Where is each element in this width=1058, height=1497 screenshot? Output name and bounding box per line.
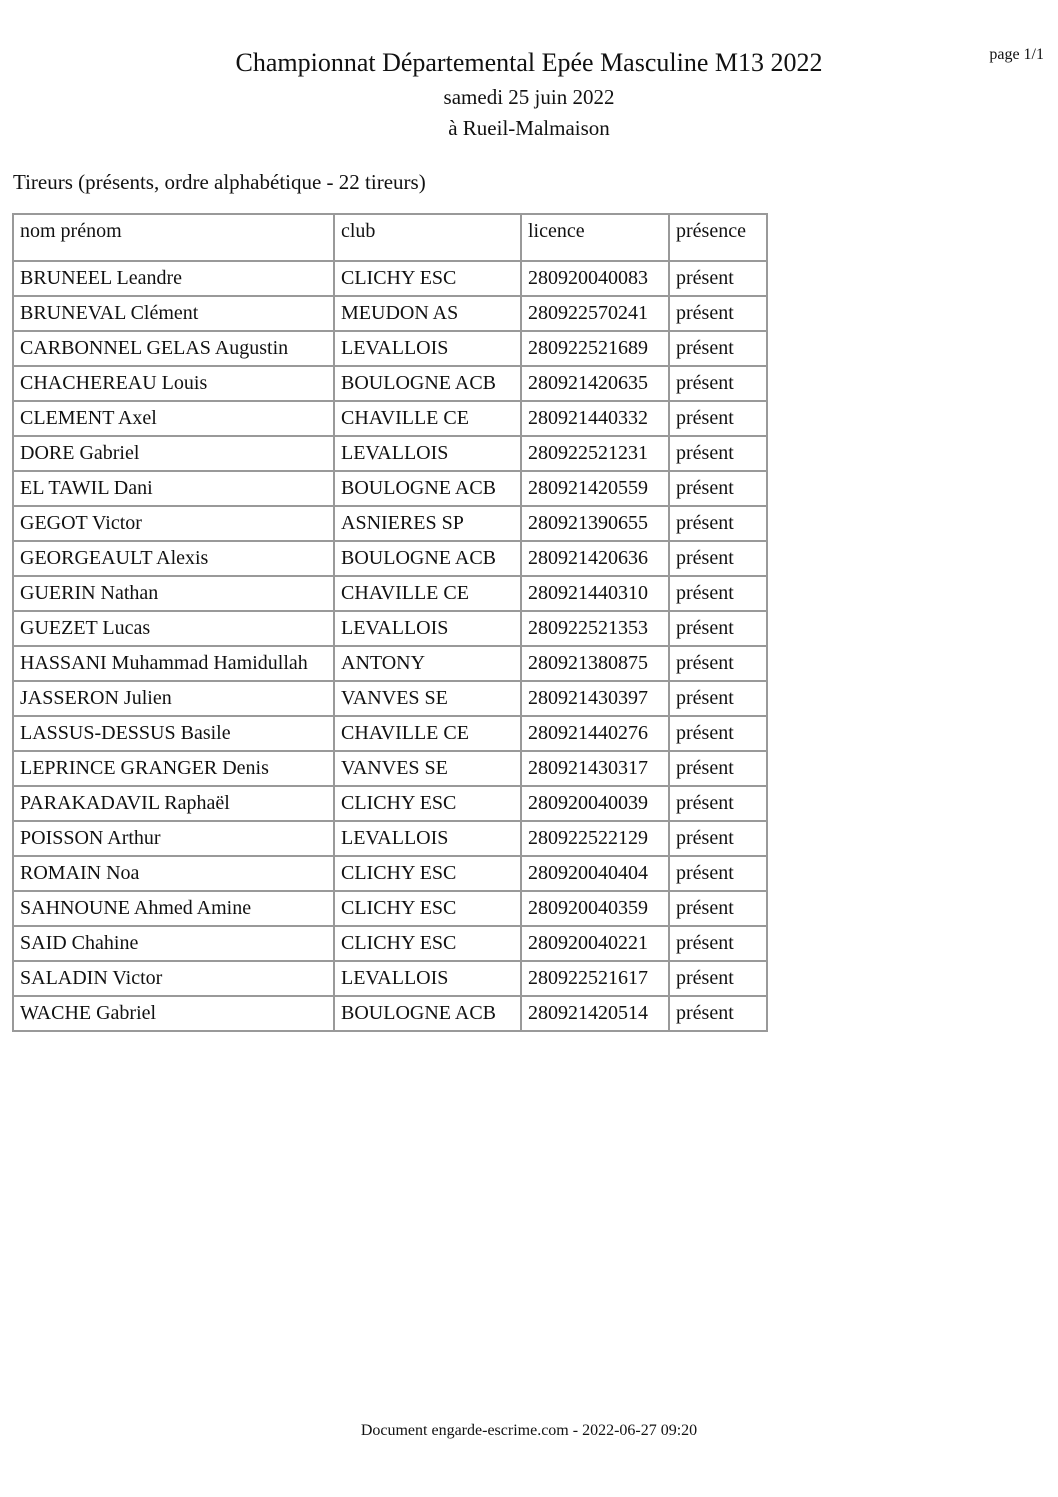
- cell-presence: présent: [670, 262, 768, 297]
- cell-name: CHACHEREAU Louis: [14, 367, 335, 402]
- table-row: [14, 612, 768, 647]
- cell-presence: présent: [670, 507, 768, 542]
- cell-licence: 280922521353: [522, 612, 670, 647]
- cell-club: CHAVILLE CE: [335, 402, 522, 437]
- cell-presence: présent: [670, 682, 768, 717]
- table-row: [14, 647, 768, 682]
- cell-club: LEVALLOIS: [335, 612, 522, 647]
- event-location: à Rueil-Malmaison: [448, 116, 610, 140]
- cell-name: EL TAWIL Dani: [14, 472, 335, 507]
- cell-name: SAHNOUNE Ahmed Amine: [14, 892, 335, 927]
- table-row: [14, 787, 768, 822]
- cell-name: LEPRINCE GRANGER Denis: [14, 752, 335, 787]
- cell-club: LEVALLOIS: [335, 437, 522, 472]
- cell-licence: 280921390655: [522, 507, 670, 542]
- cell-licence: 280922570241: [522, 297, 670, 332]
- cell-name: GUERIN Nathan: [14, 577, 335, 612]
- cell-presence: présent: [670, 647, 768, 682]
- table-row: [14, 262, 768, 297]
- cell-licence: 280920040083: [522, 262, 670, 297]
- cell-presence: présent: [670, 997, 768, 1032]
- cell-presence: présent: [670, 892, 768, 927]
- cell-club: CLICHY ESC: [335, 857, 522, 892]
- cell-name: HASSANI Muhammad Hamidullah: [14, 647, 335, 682]
- cell-licence: 280920040039: [522, 787, 670, 822]
- cell-presence: présent: [670, 402, 768, 437]
- document-header: [0, 44, 1058, 144]
- cell-presence: présent: [670, 612, 768, 647]
- cell-licence: 280920040404: [522, 857, 670, 892]
- cell-presence: présent: [670, 542, 768, 577]
- cell-club: CLICHY ESC: [335, 892, 522, 927]
- page-number: page 1/1: [989, 46, 1044, 63]
- column-header-presence: présence: [670, 215, 768, 262]
- table-row: [14, 752, 768, 787]
- cell-club: CLICHY ESC: [335, 262, 522, 297]
- table-row: [14, 962, 768, 997]
- table-row: [14, 507, 768, 542]
- column-header-club: club: [335, 215, 522, 262]
- table-row: [14, 542, 768, 577]
- cell-licence: 280921430317: [522, 752, 670, 787]
- cell-licence: 280920040221: [522, 927, 670, 962]
- table-row: [14, 717, 768, 752]
- cell-club: CHAVILLE CE: [335, 717, 522, 752]
- cell-club: ASNIERES SP: [335, 507, 522, 542]
- cell-club: LEVALLOIS: [335, 962, 522, 997]
- fencers-table: [12, 213, 768, 1032]
- table-row: [14, 997, 768, 1032]
- cell-name: BRUNEVAL Clément: [14, 297, 335, 332]
- table-row: [14, 402, 768, 437]
- table-row: [14, 857, 768, 892]
- cell-presence: présent: [670, 927, 768, 962]
- table-row: [14, 332, 768, 367]
- cell-licence: 280921430397: [522, 682, 670, 717]
- cell-licence: 280921420636: [522, 542, 670, 577]
- cell-presence: présent: [670, 437, 768, 472]
- event-date: samedi 25 juin 2022: [443, 85, 615, 109]
- cell-presence: présent: [670, 367, 768, 402]
- cell-presence: présent: [670, 822, 768, 857]
- cell-name: LASSUS-DESSUS Basile: [14, 717, 335, 752]
- table-row: [14, 367, 768, 402]
- cell-name: POISSON Arthur: [14, 822, 335, 857]
- cell-name: SAID Chahine: [14, 927, 335, 962]
- table-row: [14, 437, 768, 472]
- table-row: [14, 297, 768, 332]
- cell-name: GUEZET Lucas: [14, 612, 335, 647]
- cell-presence: présent: [670, 857, 768, 892]
- cell-presence: présent: [670, 472, 768, 507]
- document-footer: Document engarde-escrime.com - 2022-06-27 09:20: [360, 1422, 698, 1439]
- cell-club: BOULOGNE ACB: [335, 997, 522, 1032]
- cell-name: GEORGEAULT Alexis: [14, 542, 335, 577]
- cell-presence: présent: [670, 717, 768, 752]
- cell-club: MEUDON AS: [335, 297, 522, 332]
- cell-licence: 280922522129: [522, 822, 670, 857]
- table-header-row: [14, 215, 768, 262]
- cell-club: CLICHY ESC: [335, 927, 522, 962]
- cell-name: ROMAIN Noa: [14, 857, 335, 892]
- cell-licence: 280921420514: [522, 997, 670, 1032]
- cell-name: DORE Gabriel: [14, 437, 335, 472]
- cell-presence: présent: [670, 752, 768, 787]
- cell-club: LEVALLOIS: [335, 822, 522, 857]
- cell-presence: présent: [670, 297, 768, 332]
- cell-licence: 280921440276: [522, 717, 670, 752]
- cell-licence: 280920040359: [522, 892, 670, 927]
- cell-club: VANVES SE: [335, 752, 522, 787]
- cell-name: CARBONNEL GELAS Augustin: [14, 332, 335, 367]
- table-caption: Tireurs (présents, ordre alphabétique - 22 tireurs): [13, 170, 426, 194]
- cell-club: CLICHY ESC: [335, 787, 522, 822]
- cell-licence: 280921380875: [522, 647, 670, 682]
- cell-name: WACHE Gabriel: [14, 997, 335, 1032]
- cell-licence: 280921420559: [522, 472, 670, 507]
- cell-presence: présent: [670, 962, 768, 997]
- cell-licence: 280922521231: [522, 437, 670, 472]
- cell-name: SALADIN Victor: [14, 962, 335, 997]
- cell-presence: présent: [670, 577, 768, 612]
- cell-name: JASSERON Julien: [14, 682, 335, 717]
- column-header-name: nom prénom: [14, 215, 335, 262]
- table-row: [14, 577, 768, 612]
- table-row: [14, 927, 768, 962]
- table-row: [14, 892, 768, 927]
- cell-licence: 280921440310: [522, 577, 670, 612]
- cell-presence: présent: [670, 332, 768, 367]
- table-row: [14, 472, 768, 507]
- cell-club: BOULOGNE ACB: [335, 472, 522, 507]
- cell-club: BOULOGNE ACB: [335, 542, 522, 577]
- cell-name: GEGOT Victor: [14, 507, 335, 542]
- cell-licence: 280921440332: [522, 402, 670, 437]
- cell-club: CHAVILLE CE: [335, 577, 522, 612]
- cell-club: LEVALLOIS: [335, 332, 522, 367]
- cell-licence: 280921420635: [522, 367, 670, 402]
- cell-licence: 280922521617: [522, 962, 670, 997]
- table-row: [14, 822, 768, 857]
- cell-club: VANVES SE: [335, 682, 522, 717]
- column-header-licence: licence: [522, 215, 670, 262]
- cell-name: PARAKADAVIL Raphaël: [14, 787, 335, 822]
- table-row: [14, 682, 768, 717]
- cell-presence: présent: [670, 787, 768, 822]
- cell-club: BOULOGNE ACB: [335, 367, 522, 402]
- page-title: Championnat Départemental Epée Masculine M13 2022: [235, 48, 823, 77]
- table-body: [14, 262, 768, 1032]
- cell-licence: 280922521689: [522, 332, 670, 367]
- cell-club: ANTONY: [335, 647, 522, 682]
- cell-name: BRUNEEL Leandre: [14, 262, 335, 297]
- cell-name: CLEMENT Axel: [14, 402, 335, 437]
